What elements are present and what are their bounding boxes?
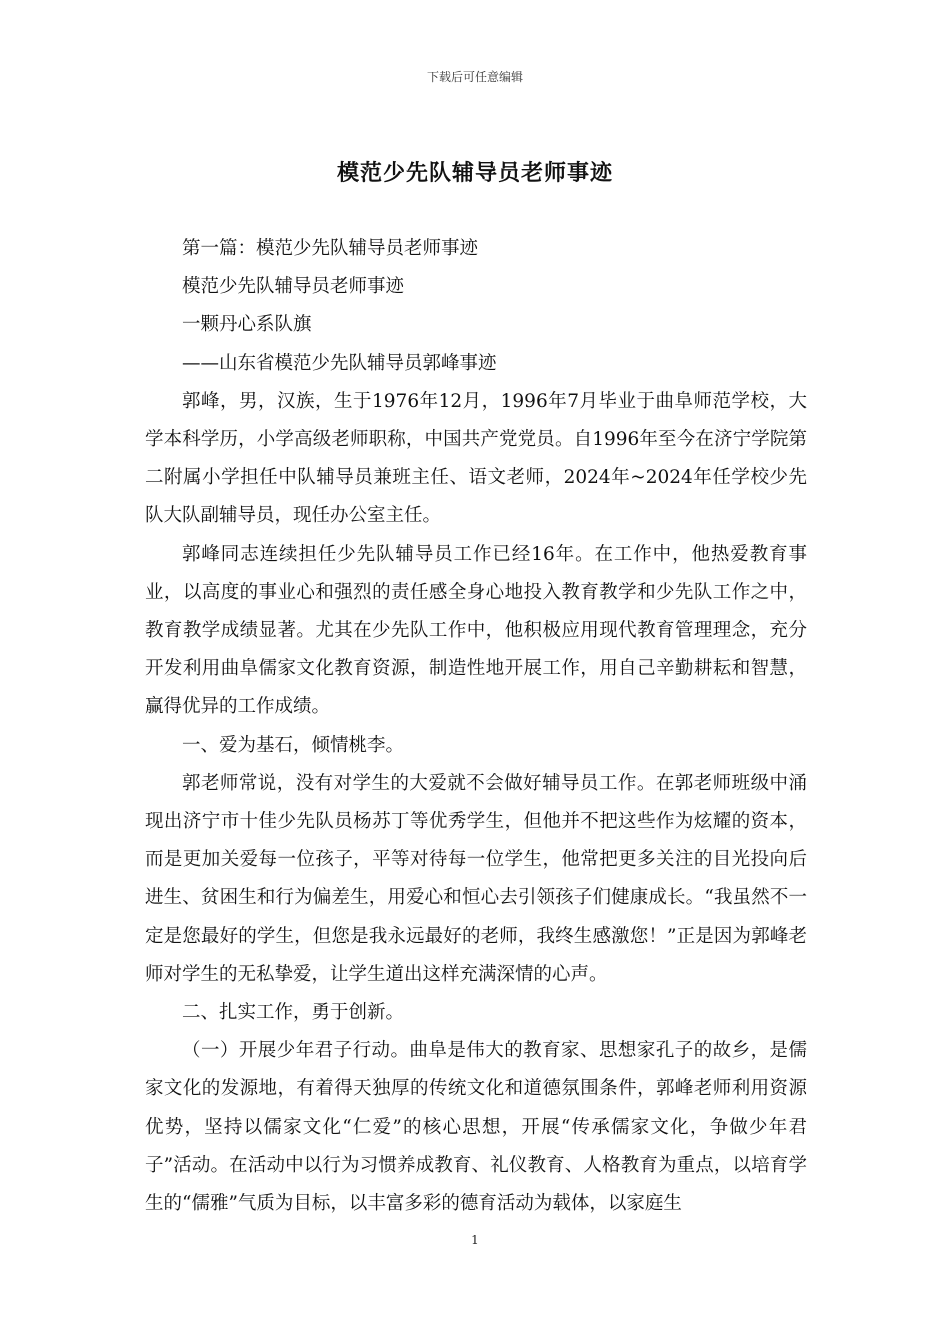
paragraph-love: 郭老师常说，没有对学生的大爱就不会做好辅导员工作。在郭老师班级中涌现出济宁市十佳少先队员杨苏丁等优秀学生，但他并不把这些作为炫耀的资本，而是更加关爱每一位孩子，平等对待每一位学生，他常把更多关注的目光投向后进生、贫困生和行为偏差生，用爱心和恒心去引领孩子们健康成长。“我虽然不一定是您最好的学生，但您是我永远最好的老师，我终生感激您！”正是因为郭峰老师对学生的无私挚爱，让学生道出这样充满深情的心声。 <box>145 772 807 985</box>
paragraph-heading-one: 一、爱为基石，倾情桃李。 <box>182 734 405 756</box>
paragraph-byline: ——山东省模范少先队辅导员郭峰事迹 <box>182 352 497 374</box>
paragraph-summary: 郭峰同志连续担任少先队辅导员工作已经16年。在工作中，他热爱教育事业，以高度的事业心和强烈的责任感全身心地投入教育教学和少先队工作之中，教育教学成绩显著。尤其在少先队工作中，他积极应用现代教育管理理念，充分开发利用曲阜儒家文化教育资源，制造性地开展工作，用自己辛勤耕耘和智慧，赢得优异的工作成绩。 <box>145 543 807 718</box>
paragraph-section-heading: 第一篇：模范少先队辅导员老师事迹 <box>182 238 479 259</box>
document-body <box>145 230 807 1223</box>
paragraph-profile: 郭峰，男，汉族，生于1976年12月，1996年7月毕业于曲阜师范学校，大学本科学历，小学高级老师职称，中国共产党党员。自1996年至今在济宁学院第二附属小学担任中队辅导员兼班主任、语文老师，2024年~2024年任学校少先队大队副辅导员，现任办公室主任。 <box>145 390 807 527</box>
paragraph-junzi-action: （一）开展少年君子行动。曲阜是伟大的教育家、思想家孔子的故乡，是儒家文化的发源地，有着得天独厚的传统文化和道德氛围条件，郭峰老师利用资源优势，坚持以儒家文化“仁爱”的核心思想，开展“传承儒家文化，争做少年君子”活动。在活动中以行为习惯养成教育、礼仪教育、人格教育为重点，以培育学生的“儒雅”气质为目标，以丰富多彩的德育活动为载体，以家庭生 <box>145 1040 807 1215</box>
page-header-note: 下载后可任意编辑 <box>426 70 523 84</box>
paragraph-heading-two: 二、扎实工作，勇于创新。 <box>182 1002 405 1024</box>
page-number: 1 <box>471 1233 479 1247</box>
paragraph-motto: 一颗丹心系队旗 <box>182 314 312 336</box>
paragraph-subtitle: 模范少先队辅导员老师事迹 <box>182 276 405 298</box>
document-title: 模范少先队辅导员老师事迹 <box>336 160 613 186</box>
